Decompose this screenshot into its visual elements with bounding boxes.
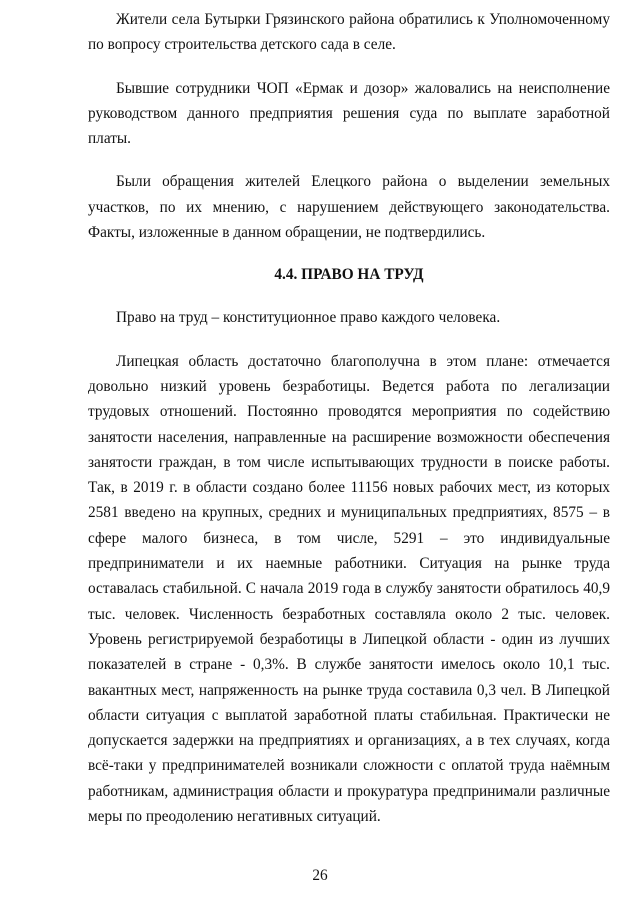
paragraph-chop-ermak: Бывшие сотрудники ЧОП «Ермак и дозор» жаловались на неисполнение руководством данного предприятия решения суда по выплате заработной платы. <box>88 79 610 148</box>
paragraph-right-to-work: Право на труд – конституционное право каждого человека. <box>116 309 501 327</box>
page-body <box>88 7 610 829</box>
section-heading: 4.4. ПРАВО НА ТРУД <box>274 266 424 284</box>
paragraph-butyrki-kindergarten: Жители села Бутырки Грязинского района обратились к Уполномоченному по вопросу строительства детского сада в селе. <box>88 11 610 54</box>
page-number: 26 <box>312 867 328 884</box>
paragraph-yelets-land: Были обращения жителей Елецкого района о выделении земельных участков, по их мнению, с нарушением действующего законодательства. Факты, изложенные в данном обращении, не подтвердились. <box>88 173 610 242</box>
paragraph-lipetsk-employment: Липецкая область достаточно благополучна в этом плане: отмечается довольно низкий уровень безработицы. Ведется работа по легализации трудовых отношений. Постоянно проводятся мероприятия по содействию занятости населения, направленные на расширение возможности обеспечения занятости граждан, в том числе испытывающих трудности в поиске работы. Так, в 2019 г. в области создано более 11156 новых рабочих мест, из которых 2581 введено на крупных, средних и муниципальных предприятиях, 8575 – в сфере малого бизнеса, в том числе, 5291 – это индивидуальные предприниматели и их наемные работники. Ситуация на рынке труда оставалась стабильной. С начала 2019 года в службу занятости обратилось 40,9 тыс. человек. Численность безработных составляла около 2 тыс. человек. Уровень регистрируемой безработицы в Липецкой области - один из лучших показателей в стране - 0,3%. В службе занятости имелось около 10,1 тыс. вакантных мест, напряженность на рынке труда составила 0,3 чел. В Липецкой области ситуация с выплатой заработной платы стабильная. Практически не допускается задержки на предприятиях и организациях, а в тех случаях, когда всё-таки у предпринимателей возникали сложности с оплатой труда наёмным работникам, администрация области и прокуратура предпринимали различные меры по преодолению негативных ситуаций. <box>88 352 610 826</box>
